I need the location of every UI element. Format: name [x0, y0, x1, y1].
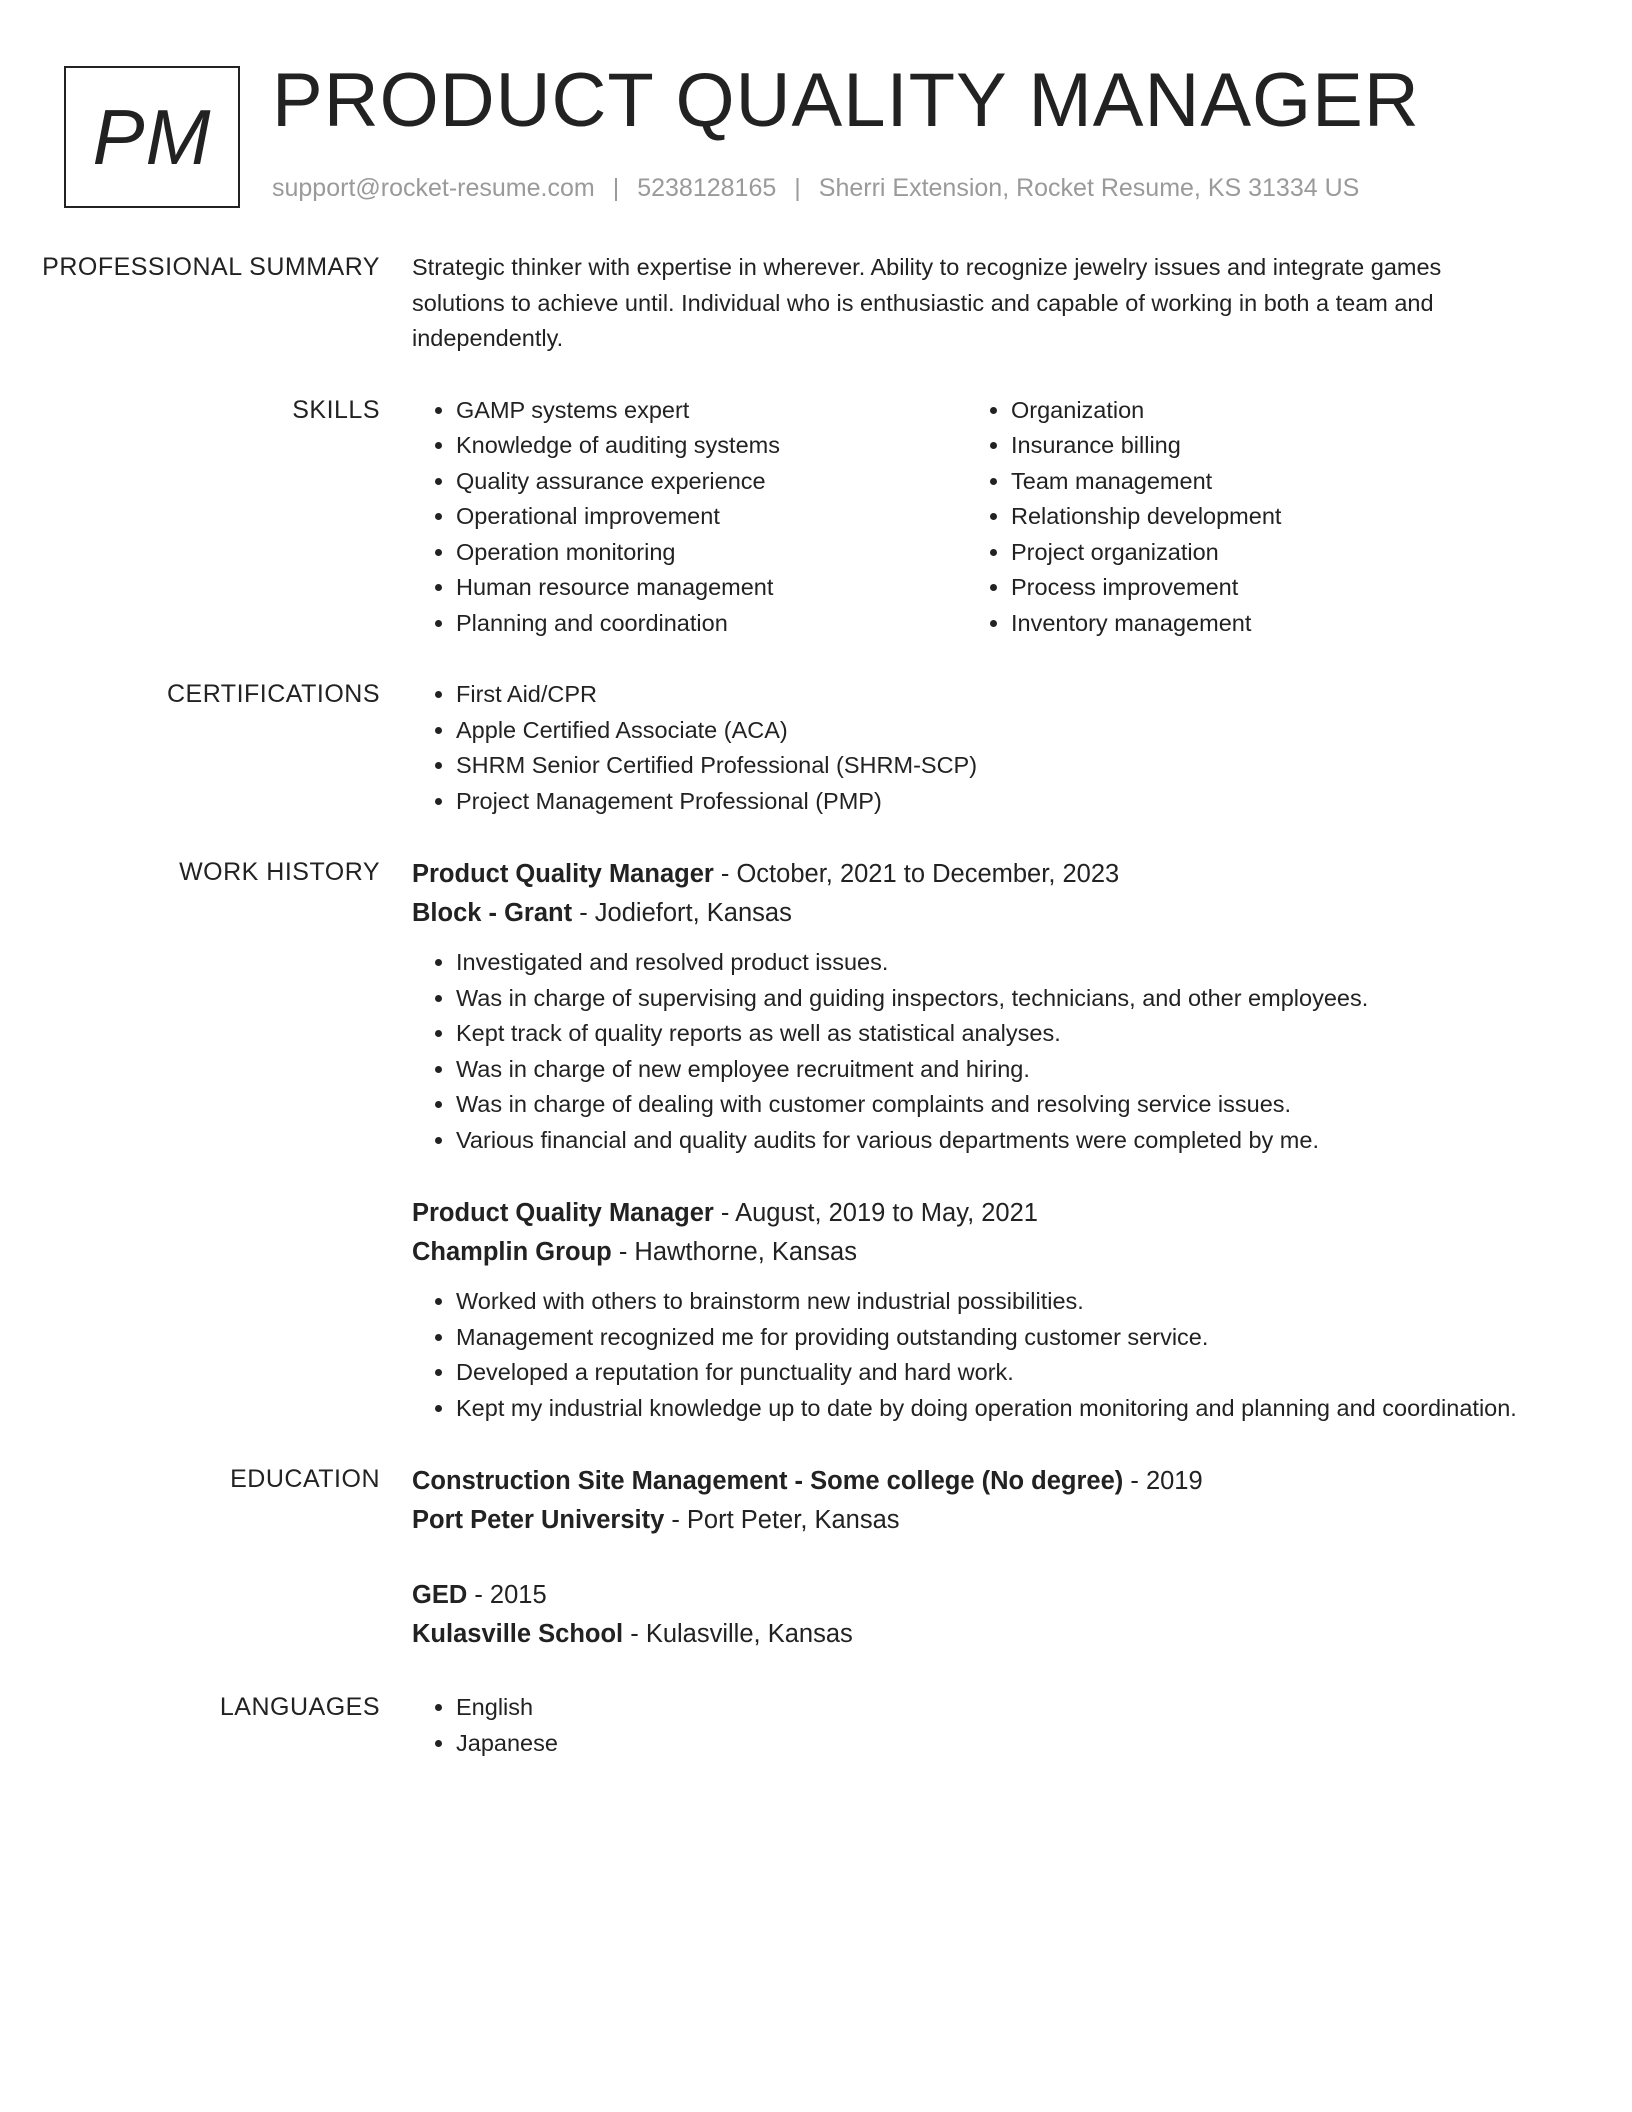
job-company: Champlin Group: [412, 1238, 612, 1266]
school-name: Port Peter University: [412, 1506, 665, 1534]
job-location: - Jodiefort, Kansas: [572, 899, 792, 927]
certifications-section: [0, 677, 1632, 819]
school-line: [412, 1615, 1522, 1654]
work-history-section: [0, 855, 1632, 1426]
job-bullet: • Kept my industrial knowledge up to date by doing operation monitoring and planning and coordination.: [456, 1391, 1522, 1427]
degree-line: [412, 1462, 1522, 1501]
certification-item: • Project Management Professional (PMP): [456, 784, 1522, 820]
monogram-logo: PM: [64, 66, 240, 208]
skill-item: • Insurance billing: [1011, 428, 1522, 464]
summary-text: Strategic thinker with expertise in wherever. Ability to recognize jewelry issues and integrate games solutions to achieve until. Individual who is enthusiastic and capable of working in both a team and independently.: [412, 254, 1442, 351]
job-bullet: • Was in charge of dealing with customer complaints and resolving service issues.: [456, 1087, 1522, 1123]
job-title-line: [412, 855, 1522, 894]
job-bullet: • Was in charge of new employee recruitment and hiring.: [456, 1052, 1522, 1088]
school-location: - Port Peter, Kansas: [664, 1506, 900, 1534]
skill-item: • Quality assurance experience: [456, 464, 967, 500]
degree-name: GED: [412, 1581, 468, 1609]
section-label: CERTIFICATIONS: [166, 680, 380, 708]
skill-item: • Team management: [1011, 464, 1522, 500]
resume-header: [0, 0, 1632, 250]
candidate-title: PRODUCT QUALITY MANAGER: [272, 58, 1420, 143]
job-dates: - October, 2021 to December, 2023: [713, 860, 1120, 888]
skill-item: • Project organization: [1011, 535, 1522, 571]
school-name: Kulasville School: [412, 1620, 624, 1648]
language-item: • English: [456, 1690, 1522, 1726]
skill-item: • Knowledge of auditing systems: [456, 428, 967, 464]
skill-item: • Planning and coordination: [456, 606, 967, 642]
job-bullet: • Was in charge of supervising and guiding inspectors, technicians, and other employees.: [456, 981, 1522, 1017]
job-bullet: • Management recognized me for providing outstanding customer service.: [456, 1320, 1522, 1356]
job-company: Block - Grant: [412, 899, 573, 927]
section-label: PROFESSIONAL SUMMARY: [42, 253, 380, 281]
skill-item: • Operation monitoring: [456, 535, 967, 571]
skills-list-right: [967, 393, 1522, 642]
contact-phone: 5238128165: [637, 174, 777, 202]
education-entry: [412, 1576, 1522, 1654]
certification-item: • First Aid/CPR: [456, 677, 1522, 713]
contact-address: Sherri Extension, Rocket Resume, KS 31334 US: [818, 174, 1360, 202]
job-bullet: • Worked with others to brainstorm new industrial possibilities.: [456, 1284, 1522, 1320]
job-dates: - August, 2019 to May, 2021: [713, 1199, 1038, 1227]
skills-list-left: [412, 393, 967, 642]
section-label: LANGUAGES: [219, 1693, 380, 1721]
education-entry: [412, 1462, 1522, 1540]
contact-separator: |: [612, 174, 620, 202]
degree-line: [412, 1576, 1522, 1615]
job-location: - Hawthorne, Kansas: [611, 1238, 857, 1266]
job-bullet: • Investigated and resolved product issues.: [456, 945, 1522, 981]
job-bullet: • Developed a reputation for punctuality and hard work.: [456, 1355, 1522, 1391]
degree-year: - 2019: [1123, 1467, 1203, 1495]
certifications-list: [412, 677, 1522, 819]
contact-line: [272, 174, 1359, 203]
school-location: - Kulasville, Kansas: [623, 1620, 853, 1648]
certification-item: • SHRM Senior Certified Professional (SHRM-SCP): [456, 748, 1522, 784]
skill-item: • Operational improvement: [456, 499, 967, 535]
job-entry: [412, 1194, 1522, 1426]
job-company-line: [412, 894, 1522, 933]
contact-email: support@rocket-resume.com: [272, 174, 595, 202]
job-bullet: • Kept track of quality reports as well as statistical analyses.: [456, 1016, 1522, 1052]
skill-item: • GAMP systems expert: [456, 393, 967, 429]
job-bullets: [412, 945, 1522, 1158]
section-label: SKILLS: [292, 395, 380, 424]
degree-year: - 2015: [467, 1581, 547, 1609]
job-bullet: • Various financial and quality audits for various departments were completed by me.: [456, 1123, 1522, 1159]
skills-section: [0, 393, 1632, 642]
languages-list: [412, 1690, 1522, 1761]
section-label: WORK HISTORY: [179, 858, 380, 886]
skill-item: • Inventory management: [1011, 606, 1522, 642]
skill-item: • Human resource management: [456, 570, 967, 606]
skill-item: • Process improvement: [1011, 570, 1522, 606]
job-title: Product Quality Manager: [412, 1199, 714, 1227]
job-title: Product Quality Manager: [412, 860, 714, 888]
degree-name: Construction Site Management - Some college (No degree): [412, 1467, 1124, 1495]
certification-item: • Apple Certified Associate (ACA): [456, 713, 1522, 749]
education-section: [0, 1462, 1632, 1654]
job-title-line: [412, 1194, 1522, 1233]
job-entry: [412, 855, 1522, 1158]
skill-item: • Organization: [1011, 393, 1522, 429]
job-company-line: [412, 1233, 1522, 1272]
language-item: • Japanese: [456, 1726, 1522, 1762]
section-label: EDUCATION: [230, 1465, 380, 1493]
languages-section: [0, 1690, 1632, 1761]
school-line: [412, 1501, 1522, 1540]
summary-section: [0, 250, 1632, 357]
contact-separator: |: [794, 174, 801, 202]
skill-item: • Relationship development: [1011, 499, 1522, 535]
job-bullets: [412, 1284, 1522, 1426]
